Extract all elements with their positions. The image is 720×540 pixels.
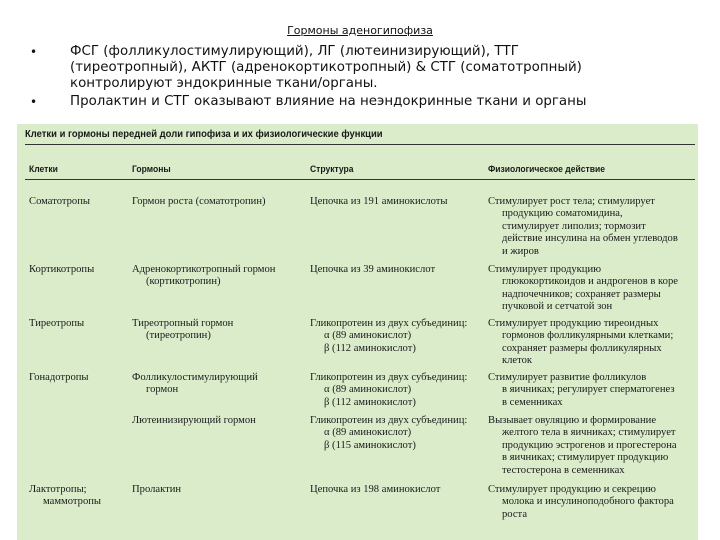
cell-text: Кортикотропы bbox=[29, 264, 95, 275]
cell-text: Гонадотропы bbox=[29, 372, 89, 383]
table-row-cells bbox=[29, 196, 129, 208]
cell-text: Стимулирует рост тела; стимулирует bbox=[488, 196, 655, 207]
cell-text: и жиров bbox=[502, 245, 539, 257]
cell-text: Гормон роста (соматотропин) bbox=[132, 196, 266, 207]
cell-text: действие инсулина на обмен углеводов bbox=[502, 233, 678, 245]
bullet-line: ФСГ (фолликулостимулирующий), ЛГ (лютеинизирующий), ТТГ bbox=[70, 44, 519, 59]
cell-text: Цепочка из 198 аминокислот bbox=[310, 484, 441, 495]
table-row-action bbox=[488, 415, 693, 477]
bullet-line: (тиреотропный), АКТГ (адренокортикотропный) & СТГ (соматотропный) bbox=[70, 60, 582, 75]
cell-text: Цепочка из 191 аминокислоты bbox=[310, 196, 448, 207]
table-header-rule bbox=[25, 179, 695, 180]
header-cells: Клетки bbox=[29, 164, 58, 175]
header-action: Физиологическое действие bbox=[488, 164, 605, 175]
cell-text: в семенниках bbox=[502, 396, 563, 408]
cell-text: Тиреотропы bbox=[29, 318, 85, 329]
cell-text: Адренокортикотропный гормон bbox=[132, 264, 276, 275]
table-row-action bbox=[488, 318, 693, 368]
cell-text: Тиреотропный гормон bbox=[132, 318, 234, 329]
cell-text: Вызывает овуляцию и формирование bbox=[488, 415, 657, 426]
cell-text: тестостерона в семенниках bbox=[502, 464, 625, 476]
bullet-marker: • bbox=[30, 45, 38, 59]
cell-text: α (89 аминокислот) bbox=[324, 427, 412, 439]
table-row-hormone bbox=[132, 372, 308, 397]
cell-text: маммотропы bbox=[43, 496, 102, 508]
cell-text: в яичниках; регулирует сперматогенез bbox=[502, 384, 675, 396]
table-row-action bbox=[488, 372, 693, 409]
cell-text: Гликопротеин из двух субъединиц: bbox=[310, 318, 468, 329]
cell-text: продукцию соматомидина, bbox=[502, 208, 623, 220]
cell-text: Стимулирует продукцию и секрецию bbox=[488, 484, 656, 495]
table-row-cells bbox=[29, 264, 129, 276]
cell-text: пучковой и сетчатой зон bbox=[502, 301, 613, 313]
bullet-list bbox=[30, 44, 700, 112]
cell-text: продукцию эстрогенов и прогестерона bbox=[502, 439, 677, 451]
table-top-rule bbox=[25, 144, 695, 145]
bullet-item bbox=[30, 94, 700, 110]
cell-text: Лактотропы; bbox=[29, 484, 87, 495]
table-row-hormone bbox=[132, 196, 308, 208]
cell-text: β (112 аминокислот) bbox=[324, 342, 416, 354]
hormone-table-image bbox=[17, 124, 698, 540]
table-row-structure bbox=[310, 196, 488, 208]
cell-text: Фолликулостимулирующий bbox=[132, 372, 258, 383]
cell-text: β (112 аминокислот) bbox=[324, 396, 416, 408]
bullet-line: контролируют эндокринные ткани/органы. bbox=[70, 76, 378, 91]
table-row-action bbox=[488, 484, 693, 521]
slide-title: Гормоны аденогипофиза bbox=[287, 24, 433, 37]
table-row-structure bbox=[310, 264, 488, 276]
bullet-marker: • bbox=[30, 95, 38, 109]
cell-text: клеток bbox=[502, 355, 533, 367]
cell-text: (тиреотропин) bbox=[146, 330, 211, 342]
cell-text: в яичниках; стимулирует продукцию bbox=[502, 452, 669, 464]
cell-text: Лютеинизирующий гормон bbox=[132, 415, 256, 426]
cell-text: стимулирует липолиз; тормозит bbox=[502, 220, 646, 232]
table-row-structure bbox=[310, 484, 488, 496]
table-row-hormone bbox=[132, 415, 308, 427]
bullet-item bbox=[30, 44, 700, 92]
cell-text: молока и инсулиноподобного фактора bbox=[502, 496, 674, 508]
cell-text: Стимулирует развитие фолликулов bbox=[488, 372, 647, 383]
cell-text: желтого тела в яичниках; стимулирует bbox=[502, 427, 676, 439]
cell-text: Гликопротеин из двух субъединиц: bbox=[310, 415, 468, 426]
table-row-hormone bbox=[132, 318, 308, 343]
table-row-cells bbox=[29, 318, 129, 330]
table-row-structure bbox=[310, 415, 488, 452]
table-row-cells bbox=[29, 484, 129, 509]
cell-text: (кортикотропин) bbox=[146, 276, 221, 288]
table-row-cells bbox=[29, 372, 129, 384]
cell-text: α (89 аминокислот) bbox=[324, 384, 412, 396]
cell-text: Гликопротеин из двух субъединиц: bbox=[310, 372, 468, 383]
table-row-hormone bbox=[132, 484, 308, 496]
table-row-hormone bbox=[132, 264, 308, 289]
cell-text: β (115 аминокислот) bbox=[324, 439, 416, 451]
table-row-action bbox=[488, 264, 693, 314]
cell-text: Цепочка из 39 аминокислот bbox=[310, 264, 436, 275]
table-row-structure bbox=[310, 318, 488, 355]
table-caption: Клетки и гормоны передней доли гипофиза и их физиологические функции bbox=[25, 128, 383, 140]
cell-text: Стимулирует продукцию bbox=[488, 264, 602, 275]
cell-text: Стимулирует продукцию тиреоидных bbox=[488, 318, 659, 329]
cell-text: Пролактин bbox=[132, 484, 182, 495]
bullet-line: Пролактин и СТГ оказывают влияние на неэндокринные ткани и органы bbox=[70, 94, 587, 109]
cell-text: глюкокортикоидов и андрогенов в коре bbox=[502, 276, 678, 288]
table-row-action bbox=[488, 196, 693, 258]
table-row-structure bbox=[310, 372, 488, 409]
cell-text: гормон bbox=[146, 384, 179, 396]
cell-text: α (89 аминокислот) bbox=[324, 330, 412, 342]
cell-text: сохраняет размеры фолликулярных bbox=[502, 342, 662, 354]
cell-text: роста bbox=[502, 508, 528, 520]
header-structure: Структура bbox=[310, 164, 354, 175]
cell-text: надпочечников; сохраняет размеры bbox=[502, 288, 661, 300]
header-hormones: Гормоны bbox=[132, 164, 171, 175]
cell-text: гормонов фолликулярными клетками; bbox=[502, 330, 674, 342]
cell-text: Соматотропы bbox=[29, 196, 91, 207]
